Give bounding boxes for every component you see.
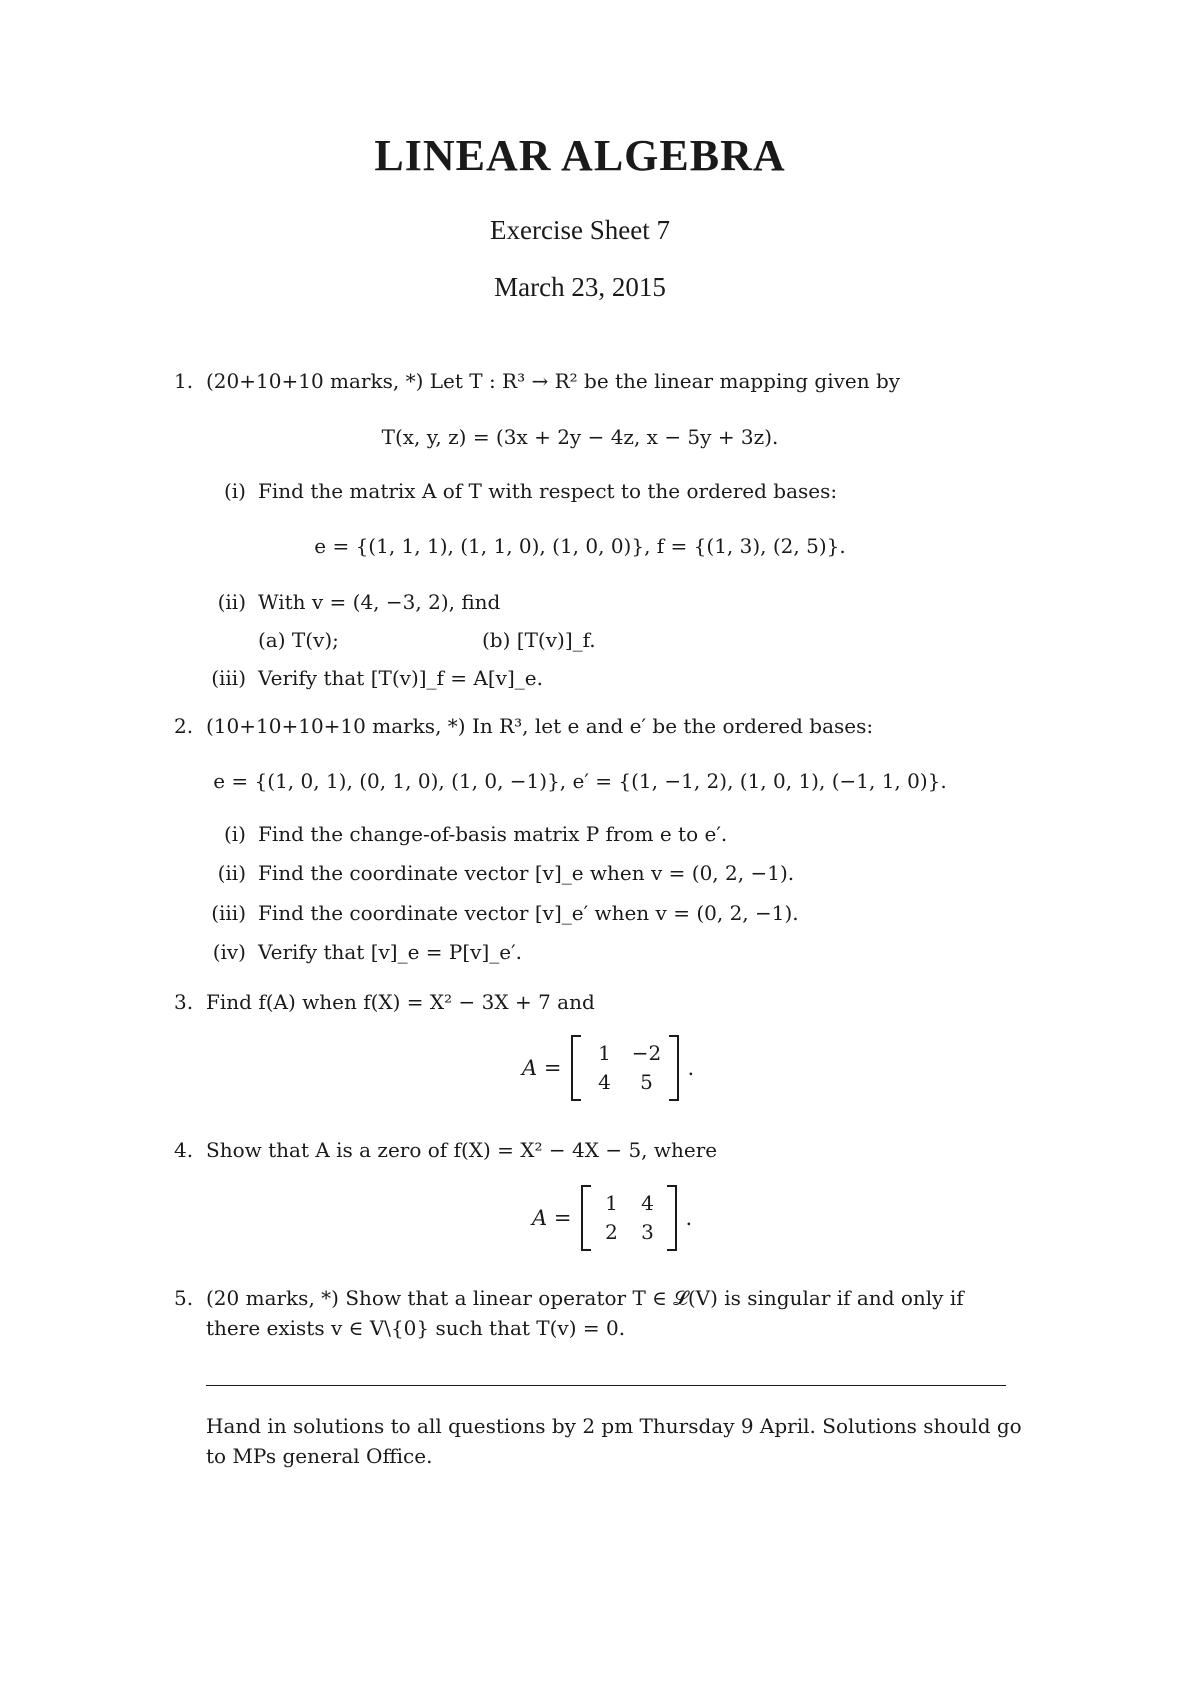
matrix-lhs: A = — [532, 1206, 572, 1230]
question-number: 5. — [174, 1286, 194, 1310]
submission-note: Hand in solutions to all questions by 2 pm Thursday 9 April. Solutions should go to MPs general Office. — [206, 1414, 1022, 1468]
subquestion-text: Find the change-of-basis matrix P from e to e′. — [258, 822, 728, 846]
part-a: (a) T(v); — [258, 628, 339, 652]
matrix-cell: −2 — [631, 1041, 662, 1065]
bracket-right — [667, 1185, 677, 1251]
matrix — [581, 1039, 669, 1097]
matrix-cell: 4 — [598, 1070, 611, 1094]
subquestion-label: (i) — [223, 479, 246, 503]
page-title: LINEAR ALGEBRA — [374, 131, 786, 180]
question-text-continued: there exists v ∈ V\{0} such that T(v) = 0. — [206, 1316, 626, 1340]
subquestion-text: Find the coordinate vector [v]_e′ when v = (0, 2, −1). — [258, 901, 799, 925]
subquestion-text: Verify that [T(v)]_f = A[v]_e. — [258, 666, 543, 690]
matrix-cell: 3 — [641, 1220, 654, 1244]
period: . — [685, 1206, 693, 1230]
part-b: (b) [T(v)]_f. — [482, 628, 596, 652]
question-text: Show that A is a zero of f(X) = X² − 4X − 5, where — [206, 1138, 718, 1162]
subquestion-text: Find the matrix A of T with respect to the ordered bases: — [258, 479, 838, 503]
subquestion-label: (iii) — [211, 666, 246, 690]
question-text: (10+10+10+10 marks, *) In R³, let e and e′ be the ordered bases: — [206, 714, 874, 738]
formula: e = {(1, 1, 1), (1, 1, 0), (1, 0, 0)}, f = {(1, 3), (2, 5)}. — [314, 534, 846, 558]
sheet-number: Exercise Sheet 7 — [490, 215, 670, 245]
matrix-cell: 5 — [640, 1070, 653, 1094]
question-number: 4. — [174, 1138, 194, 1162]
bracket-left — [581, 1185, 591, 1251]
formula: T(x, y, z) = (3x + 2y − 4z, x − 5y + 3z). — [381, 425, 779, 449]
question-text: Find f(A) when f(X) = X² − 3X + 7 and — [206, 990, 595, 1014]
matrix-cell: 1 — [605, 1191, 618, 1215]
subquestion-text: Verify that [v]_e = P[v]_e′. — [258, 940, 523, 964]
question-number: 3. — [174, 990, 194, 1014]
question-text: (20+10+10 marks, *) Let T : R³ → R² be the linear mapping given by — [206, 369, 901, 393]
matrix — [591, 1189, 667, 1247]
matrix-cell: 4 — [641, 1191, 654, 1215]
subquestion-label: (i) — [223, 822, 246, 846]
matrix-cell: 1 — [598, 1041, 611, 1065]
matrix-cell: 2 — [605, 1220, 618, 1244]
subquestion-label: (ii) — [217, 590, 246, 614]
formula: e = {(1, 0, 1), (0, 1, 0), (1, 0, −1)}, e′ = {(1, −1, 2), (1, 0, 1), (−1, 1, 0)}. — [213, 769, 947, 793]
question-number: 2. — [174, 714, 194, 738]
divider — [206, 1385, 1006, 1386]
subquestion-text: With v = (4, −3, 2), find — [258, 590, 501, 614]
subquestion-text: Find the coordinate vector [v]_e when v = (0, 2, −1). — [258, 861, 795, 885]
period: . — [687, 1056, 695, 1080]
matrix-equation — [532, 1185, 692, 1251]
sheet-date: March 23, 2015 — [494, 272, 666, 302]
subquestion-label: (ii) — [217, 861, 246, 885]
subquestion-label: (iii) — [211, 901, 246, 925]
matrix-equation — [522, 1035, 694, 1101]
bracket-left — [571, 1035, 581, 1101]
subquestion-label: (iv) — [212, 940, 246, 964]
question-text: (20 marks, *) Show that a linear operator T ∈ 𝓛(V) is singular if and only if — [206, 1286, 964, 1310]
bracket-right — [669, 1035, 679, 1101]
question-number: 1. — [174, 369, 194, 393]
matrix-lhs: A = — [522, 1056, 562, 1080]
